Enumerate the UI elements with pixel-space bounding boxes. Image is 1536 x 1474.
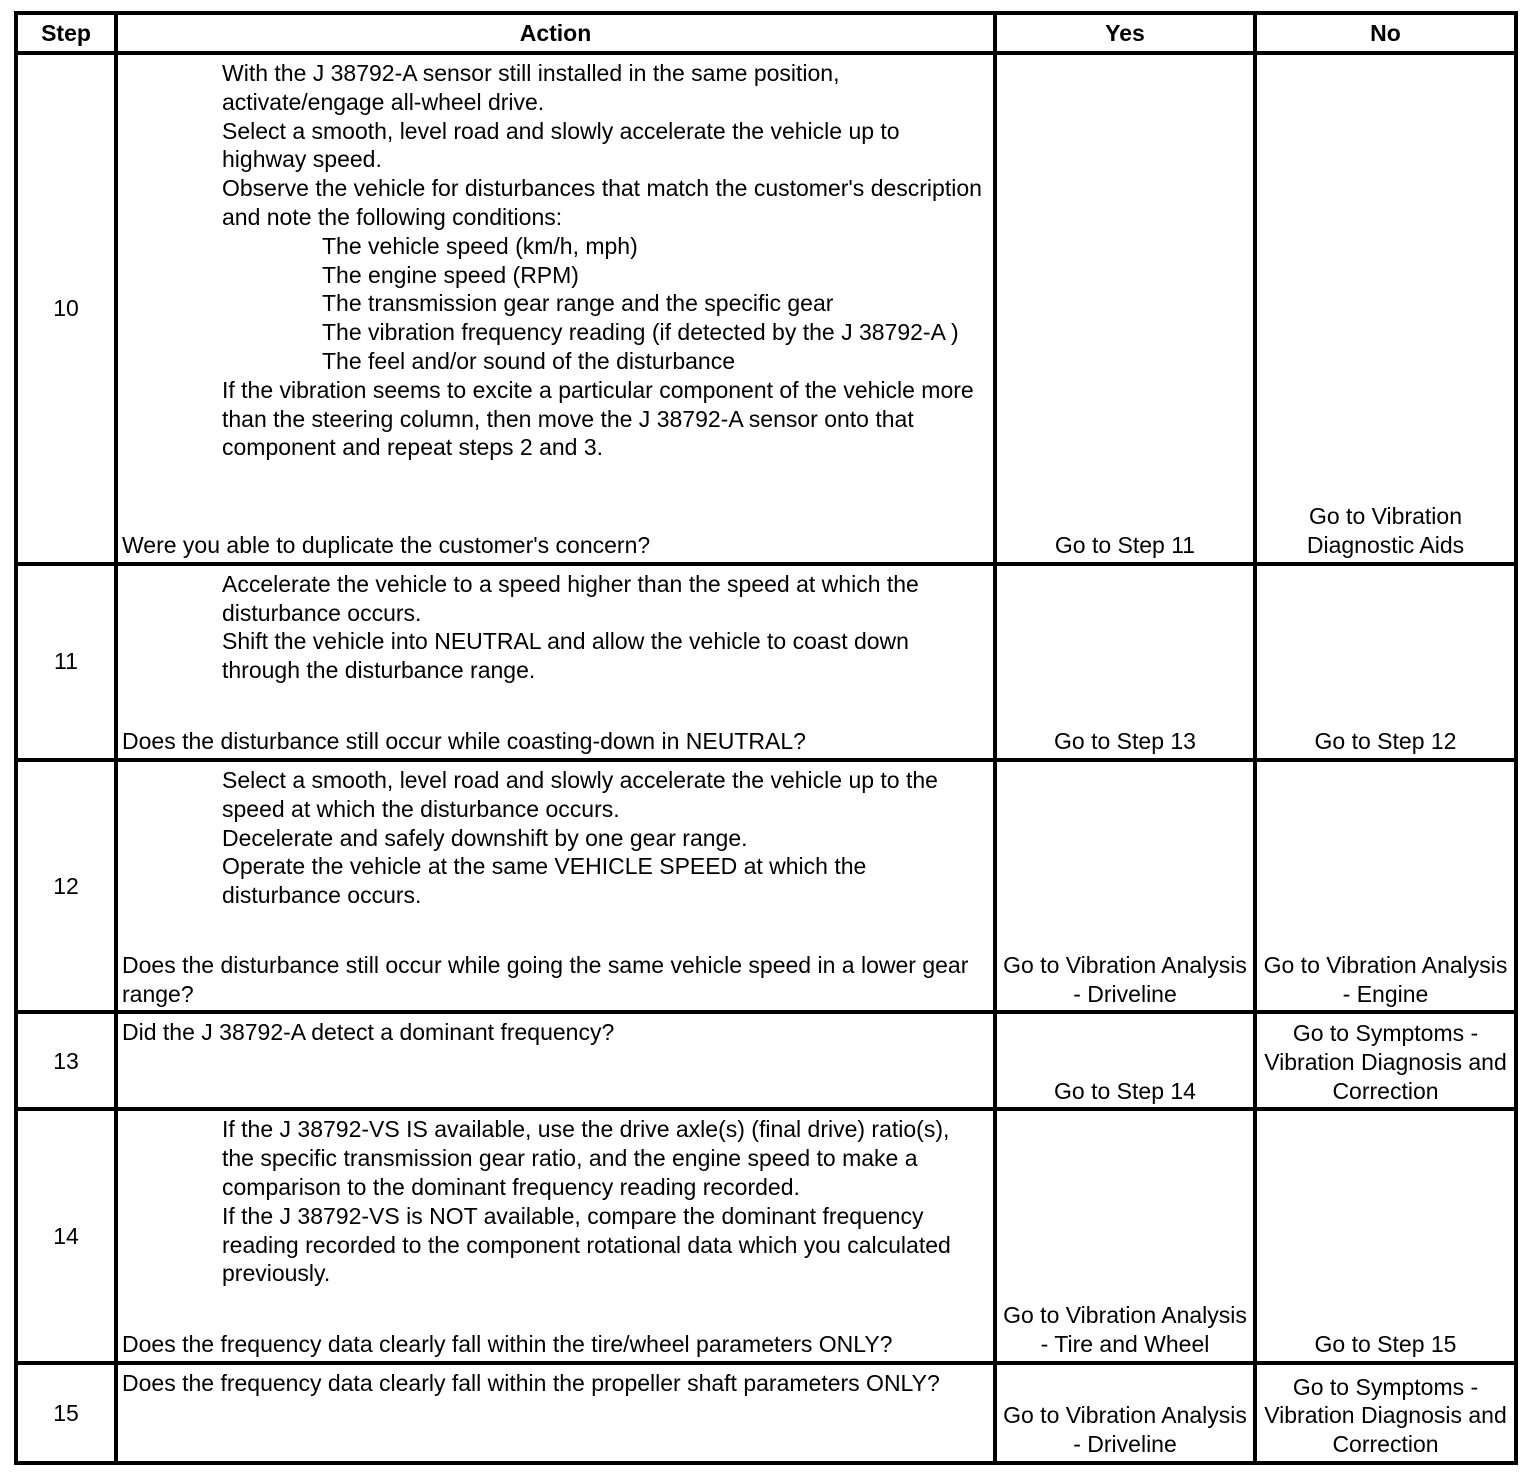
action-question: Does the disturbance still occur while going the same vehicle speed in a lower gear range?: [122, 951, 969, 1007]
step-number: 11: [16, 564, 116, 760]
action-line: Select a smooth, level road and slowly accelerate the vehicle up to the speed at which the disturbance occurs.: [222, 767, 938, 822]
header-step: Step: [16, 13, 116, 53]
header-row: [16, 13, 1516, 53]
action-subline: The engine speed (RPM): [322, 261, 579, 288]
no-result: Go to Step 15: [1255, 1109, 1516, 1362]
no-result: Go to Vibration Diagnostic Aids: [1255, 53, 1516, 564]
yes-result: Go to Vibration Analysis - Driveline: [995, 760, 1255, 1012]
action-line: Shift the vehicle into NEUTRAL and allow the vehicle to coast down through the disturbance range.: [222, 628, 909, 684]
header-yes: Yes: [995, 13, 1255, 53]
yes-result: Go to Vibration Analysis - Tire and Wheel: [995, 1109, 1255, 1362]
table-row: [16, 1363, 1516, 1463]
action-question: Were you able to duplicate the customer's concern?: [122, 531, 651, 558]
table-row: [16, 760, 1516, 1012]
action-line: Observe the vehicle for disturbances that match the customer's description and note the following conditions:: [222, 175, 982, 231]
action-cell: [116, 1109, 995, 1362]
action-cell: [116, 760, 995, 1012]
action-line: If the J 38792-VS IS available, use the drive axle(s) (final drive) ratio(s), the specific transmission gear ratio, and the engine speed to make a comparison to the dominant frequency reading recorded.: [222, 1116, 950, 1201]
action-question: Does the frequency data clearly fall within the tire/wheel parameters ONLY?: [122, 1331, 893, 1358]
table-row: [16, 1012, 1516, 1109]
action-line: If the J 38792-VS is NOT available, compare the dominant frequency reading recorded to the component rotational data which you calculated previously.: [222, 1202, 951, 1287]
yes-result: Go to Step 13: [995, 564, 1255, 760]
no-result: Go to Symptoms - Vibration Diagnosis and Correction: [1255, 1012, 1516, 1109]
action-steps: [118, 55, 993, 462]
step-number: 15: [16, 1363, 116, 1463]
diagnostic-table: [14, 11, 1518, 1465]
yes-result: Go to Vibration Analysis - Driveline: [995, 1363, 1255, 1463]
header-no: No: [1255, 13, 1516, 53]
step-number: 13: [16, 1012, 116, 1109]
table-row: [16, 53, 1516, 564]
action-question: Does the disturbance still occur while coasting-down in NEUTRAL?: [122, 728, 806, 755]
action-line: Select a smooth, level road and slowly accelerate the vehicle up to highway speed.: [222, 117, 900, 173]
action-line: If the vibration seems to excite a particular component of the vehicle more than the steering column, then move the J 38792-A sensor onto that component and repeat steps 2 and 3.: [222, 376, 974, 461]
no-result: Go to Symptoms - Vibration Diagnosis and Correction: [1255, 1363, 1516, 1463]
action-steps: [118, 566, 993, 685]
yes-result: Go to Step 14: [995, 1012, 1255, 1109]
step-number: 10: [16, 53, 116, 564]
action-line: Decelerate and safely downshift by one gear range.: [222, 824, 748, 851]
header-action: Action: [116, 13, 995, 53]
action-line: Accelerate the vehicle to a speed higher than the speed at which the disturbance occurs.: [222, 570, 919, 626]
table-row: [16, 1109, 1516, 1362]
action-subline: The vehicle speed (km/h, mph): [322, 232, 638, 259]
action-cell: [116, 1012, 995, 1109]
action-steps: [118, 1111, 993, 1288]
action-line: Operate the vehicle at the same VEHICLE SPEED at which the disturbance occurs.: [222, 853, 867, 909]
step-number: 14: [16, 1109, 116, 1362]
action-steps: [118, 762, 993, 910]
action-cell: [116, 53, 995, 564]
action-question: Does the frequency data clearly fall within the propeller shaft parameters ONLY?: [122, 1369, 940, 1396]
action-cell: [116, 564, 995, 760]
step-number: 12: [16, 760, 116, 1012]
action-subline: The vibration frequency reading (if detected by the J 38792-A ): [322, 319, 959, 346]
yes-result: Go to Step 11: [995, 53, 1255, 564]
action-subline: The transmission gear range and the specific gear: [322, 290, 834, 317]
action-subline: The feel and/or sound of the disturbance: [322, 348, 736, 375]
action-cell: [116, 1363, 995, 1463]
action-line: With the J 38792-A sensor still installed in the same position, activate/engage all-wheel drive.: [222, 60, 840, 115]
table-row: [16, 564, 1516, 760]
action-question: Did the J 38792-A detect a dominant frequency?: [122, 1019, 615, 1046]
no-result: Go to Vibration Analysis - Engine: [1255, 760, 1516, 1012]
no-result: Go to Step 12: [1255, 564, 1516, 760]
